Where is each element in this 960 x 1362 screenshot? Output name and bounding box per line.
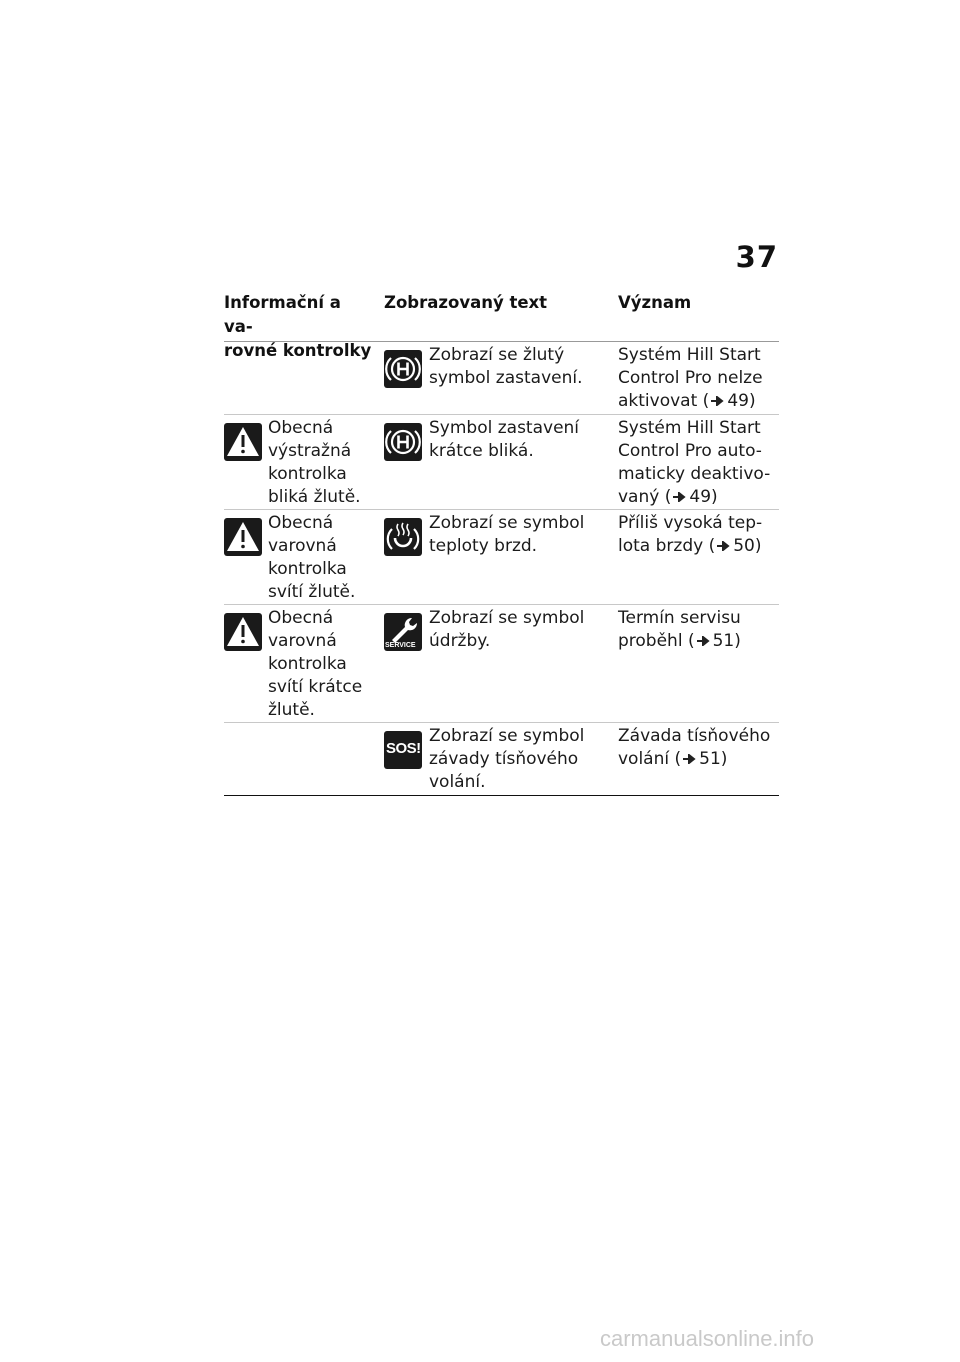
meaning-label: Závada tísňového volání [618, 726, 771, 769]
meaning-text [618, 607, 783, 653]
header-display-text: Zobrazovaný text [384, 293, 548, 312]
header-meaning: Význam [618, 293, 692, 312]
arrow-right-icon [683, 754, 697, 764]
display-text: Symbol zastavení krátce bliká. [429, 418, 580, 461]
indicator-text: Obecná varovná kontrolka svítí krátce žlutě. [268, 608, 363, 720]
display-text: Zobrazí se žlutý symbol zastavení. [429, 345, 583, 388]
table-row [224, 509, 779, 604]
indicator-text: Obecná výstražná kontrolka bliká žlutě. [268, 418, 361, 507]
header-indicators: Informační a va- rovné kontrolky [224, 293, 372, 360]
service-label: SERVICE [385, 642, 416, 649]
service-wrench-icon [384, 613, 422, 651]
meaning-label: Termín servisu proběhl [618, 608, 741, 651]
watermark: carmanualsonline.info [600, 1326, 815, 1351]
page-reference[interactable]: ( 49) [664, 487, 718, 507]
display-text: Zobrazí se symbol závady tísňového volání. [429, 726, 585, 792]
sos-label: SOS! [386, 740, 421, 757]
indicator-text: Obecná varovná kontrolka svítí žlutě. [268, 513, 356, 602]
indicator-table [224, 287, 779, 796]
page-reference[interactable]: ( 49) [702, 391, 756, 411]
hill-hold-h-icon [384, 423, 422, 461]
meaning-text [618, 512, 783, 558]
warning-triangle-icon [224, 423, 262, 461]
arrow-right-icon [717, 541, 731, 551]
warning-triangle-icon [224, 613, 262, 651]
page-reference-number: 50 [733, 536, 755, 556]
table-header [224, 287, 779, 360]
page-reference[interactable]: ( 51) [674, 749, 728, 769]
meaning-label: Systém Hill Start Control Pro nelze aktivovat [618, 345, 763, 411]
page-reference-number: 49 [727, 391, 749, 411]
page-reference-number: 51 [699, 749, 721, 769]
meaning-label: Příliš vysoká tep-lota brzdy [618, 513, 763, 556]
page-reference-number: 49 [689, 487, 712, 507]
table-row [224, 604, 779, 722]
meaning-text [618, 344, 783, 413]
page-reference[interactable]: ( 51) [687, 631, 741, 651]
table-row [224, 342, 779, 414]
brake-temperature-icon [384, 518, 422, 556]
meaning-text [618, 417, 783, 509]
table-row [224, 722, 779, 795]
display-text: Zobrazí se symbol teploty brzd. [429, 513, 585, 556]
display-text: Zobrazí se symbol údržby. [429, 608, 585, 651]
page-number: 37 [735, 240, 778, 274]
sos-icon [384, 731, 422, 769]
arrow-right-icon [711, 396, 725, 406]
hill-hold-h-icon [384, 350, 422, 388]
arrow-right-icon [697, 636, 711, 646]
page-reference-number: 51 [712, 631, 735, 651]
table-row [224, 414, 779, 509]
page-reference[interactable]: ( 50) [708, 536, 762, 556]
warning-triangle-icon [224, 518, 262, 556]
meaning-text [618, 725, 783, 771]
arrow-right-icon [673, 492, 687, 502]
meaning-label: Systém Hill Start Control Pro auto-maticky deaktivo-vaný [618, 418, 771, 507]
